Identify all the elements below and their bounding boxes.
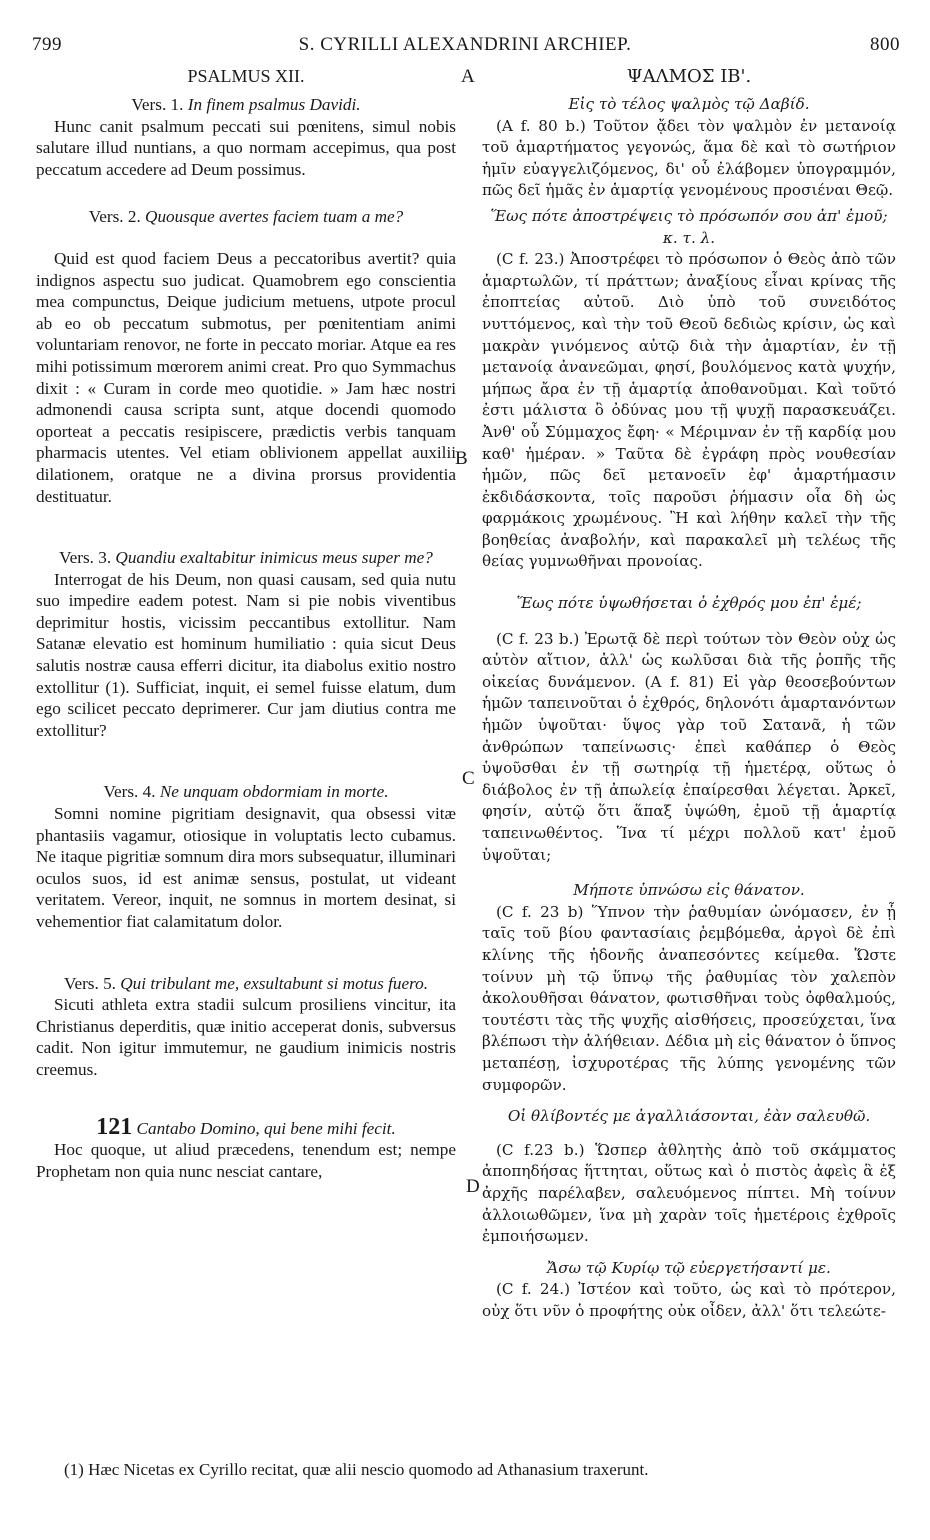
latin-column xyxy=(36,66,456,1182)
page-number-left: 799 xyxy=(32,34,62,55)
greek-verse-heading-6: Ἄσω τῷ Κυρίῳ τῷ εὐεργετήσαντί με. xyxy=(547,1258,831,1277)
greek-psalm-heading: ΨΑΛΜΟΣ ΙΒ'. xyxy=(626,66,752,87)
running-head xyxy=(0,34,930,60)
latin-verse-heading-5 xyxy=(36,973,456,995)
greek-paragraph-5: (C f.23 b.) Ὥσπερ ἀθλητὴς ἀπὸ τοῦ σκάμματος ἀποπηδήσας ἥττηται, οὕτως καὶ ὁ πιστὸς ἀφεὶς ἃ ἐξ ἀρχῆς παρέλαβεν, σαλευόμενος πίπτει. Μὴ τοίνυν ἀλλοιωθῶμεν, ἵνα μὴ χαρὰν τοῖς ἡμετέροις ἐχθροῖς ἐμποιήσωμεν. xyxy=(482,1140,896,1246)
margin-marker-a: A xyxy=(461,66,475,87)
verse-text: Ne unquam obdormiam in morte. xyxy=(159,782,389,802)
greek-column xyxy=(482,66,896,1322)
column-number: 121 xyxy=(96,1113,133,1140)
margin-marker-c: C xyxy=(462,768,475,789)
latin-verse-heading-4 xyxy=(36,781,456,803)
latin-paragraph-4: Somni nomine pigritiam designavit, qua obsessi vitæ phantasiis vagamur, otiosique in voluptatis lecto cubamus. Ne itaque pigritiæ somnum dira mors subsequatur, illuminari oculos suos, id est animæ sensus, postulat, ut videant veritatem. Vereor, inquit, ne somnus in mortem desinat, si vehementior fiat calamitatum dolor. xyxy=(36,804,456,931)
verse-text: In finem psalmus Davidi. xyxy=(187,95,361,114)
footnote: (1) Hæc Nicetas ex Cyrillo recitat, quæ alii nescio quomodo ad Athanasium traxerunt. xyxy=(64,1460,649,1479)
latin-verse-heading-1 xyxy=(36,94,456,116)
verse-text: Qui tribulant me, exsultabunt si motus fuero. xyxy=(120,973,429,993)
latin-paragraph-3: Interrogat de his Deum, non quasi causam, sed quia nutu suo impedire eadem potest. Nam si pie nobis viventibus deprimitur hostis, vicissim peccantibus extollitur. Nam Satanæ elevatio est hominum humiliatio : quia sicut Deus salutis nostræ causa efferri dicitur, ita diabolus exitio nostro extollitur (1). Sufficiat, inquit, ei semel fuisse elatum, dum ego scilicet peccato deprimerer. Cur jam diutius contra me extollitur? xyxy=(36,569,456,740)
greek-verse-heading-4: Μήποτε ὑπνώσω εἰς θάνατον. xyxy=(573,881,805,900)
greek-paragraph-1: (A f. 80 b.) Τοῦτον ᾄδει τὸν ψαλμὸν ἐν μετανοίᾳ τοῦ ἁμαρτήματος γεγονώς, ἅμα δὲ καὶ τὸ σωτήριον ἡμῖν εὐαγγελιζόμενος, δι' οὗ ἐλάβομεν ὑπογραμμόν, πῶς δεῖ ἡμᾶς ἐν ἁμαρτίᾳ γενομένους προσιέναι Θεῷ. xyxy=(482,116,896,200)
greek-verse-heading-2: Ἕως πότε ἀποστρέψεις τὸ πρόσωπόν σου ἀπ' ἐμοῦ; κ. τ. λ. xyxy=(490,206,888,247)
running-title: S. CYRILLI ALEXANDRINI ARCHIEP. xyxy=(298,34,632,55)
greek-verse-heading-5: Οἱ θλίβοντές με ἀγαλλιάσονται, ἐὰν σαλευθῶ. xyxy=(507,1107,871,1126)
page-number-right: 800 xyxy=(870,34,900,55)
verse-text: Quandiu exaltabitur inimicus meus super me? xyxy=(115,548,433,568)
latin-paragraph-6: Hoc quoque, ut aliud præcedens, tenendum est; nempe Prophetam non quia nunc nesciat cantare, xyxy=(36,1140,456,1181)
latin-paragraph-1: Hunc canit psalmum peccati sui pœnitens, simul nobis salutare illud nuntians, a quo normam accepimus, qua post peccatum accedere ad Deum possimus. xyxy=(36,116,456,179)
greek-paragraph-3: (C f. 23 b.) Ἐρωτᾷ δὲ περὶ τούτων τὸν Θεὸν οὐχ ὡς αὐτὸν αἴτιον, ἀλλ' ὡς κωλῦσαι διὰ τῆς ῥοπῆς τῆς οἰκείας δυνάμενον. (A f. 81) Εἰ γὰρ θεοσεβούντων ἡμῶν ταπεινοῦται ὁ ἐχθρός, δηλονότι ἁμαρτανόντων ἡμῶν ὑψοῦται· ὕψος γὰρ τοῦ Σατανᾶ, ἡ τῶν ἀνθρώπων ταπείνωσις· ἐπεὶ καθάπερ ὁ Θεὸς ὑψοῦσθαι ἐν τῇ σωτηρίᾳ τῇ ἡμετέρᾳ, οὕτως ὁ διάβολος ἐν τῇ ἀπωλείᾳ ἐπαίρεσθαι λέγεται. Ἀρκεῖ, φησίν, αὐτῷ ὅτι ἅπαξ ὑψώθη, ἐμοῦ τῇ ἁμαρτίᾳ ταπεινωθέντος. Ἵνα τί μέχρι πολλοῦ κατ' ἐμοῦ ὑψοῦται; xyxy=(482,629,896,864)
verse-number: Vers. 1. xyxy=(131,95,184,114)
greek-paragraph-4: (C f. 23 b) Ὕπνον τὴν ῥαθυμίαν ὠνόμασεν, ἐν ᾗ ταῖς τοῦ βίου φαντασίαις ῥεμβόμεθα, ἀργοὶ δὲ ἐπὶ κλίνης τῆς ἡδονῆς ἀναπεσόντες κείμεθα. Ὥστε τοίνυν μὴ τῷ ὕπνῳ τῆς ῥαθυμίας τὸν χαλεπὸν ἀκολουθῆσαι θάνατον, φωτισθῆναι τοὺς ὀφθαλμούς, τουτέστι τὰς τῆς ψυχῆς αἰσθήσεις, προσεύχεται, ἵνα βλέπωσι τὴν ἀλήθειαν. Δέδια μὴ εἰς θάνατον ὁ ὕπνος μεταπέσῃ, ἰσχυροτέρας τῆς λύπης γενομένης τῶν συμφορῶν. xyxy=(482,902,896,1094)
verse-number: Vers. 3. xyxy=(59,548,112,568)
verse-text: Cantabo Domino, qui bene mihi fecit. xyxy=(136,1118,396,1138)
greek-paragraph-2: (C f. 23.) Ἀποστρέφει τὸ πρόσωπον ὁ Θεὸς ἀπὸ τῶν ἁμαρτωλῶν, τί πράττων; ἀναξίους εἶναι κρίνας τῆς ἐποπτείας αὐτοῦ. Διὸ ὑπὸ τοῦ συνειδότος νυττόμενος, καὶ τὴν τοῦ Θεοῦ δεδιὼς κρίσιν, ὡς καὶ μακρὰν γινόμενος αὐτῷ διὰ τὴν ἁμαρτίαν, ἐν τῇ μετανοίᾳ ἀνανεῶμαι, φησί, βουλόμενος κατὰ ψυχήν, μήπως ἄρα ἐν τῇ ἁμαρτίᾳ ἀποθανοῦμαι. Καὶ τοῦτό ἐστι μάλιστα ὃ ὀδύνας μου τῇ ψυχῇ παρασκευάζει. Ἀνθ' οὗ Σύμμαχος ἔφη· « Μέριμναν ἐν τῇ καρδίᾳ μου καθ' ἡμέραν. » Ταῦτα δὲ ἐγράφη πρὸς νουθεσίαν ἡμῶν, πῶς δεῖ μετανοεῖν ἐφ' ἁμαρτήμασιν ἐκδιδάσκοντα, τοῖς παροῦσι ῥήμασιν οἷα δὴ ὡς φαρμάκοις χρωμένους. Ἢ καὶ λήθην καλεῖ τὴν τῆς βοηθείας ἀναβολήν, καὶ παρακαλεῖ μὴ τελέως τῆς θείας γυμνωθῆναι προνοίας. xyxy=(482,250,896,571)
greek-verse-heading-1: Εἰς τὸ τέλος ψαλμὸς τῷ Δαβίδ. xyxy=(568,95,810,113)
verse-number: Vers. 5. xyxy=(63,973,116,993)
latin-paragraph-5: Sicuti athleta extra stadii sulcum prosiliens vincitur, ita Christianus deperditis, quæ initio acceperat donis, subversus cadit. Non igitur immutemur, ne gaudium inimicis nostris creemus. xyxy=(36,995,456,1079)
latin-verse-heading-2 xyxy=(36,206,456,228)
latin-verse-heading-3 xyxy=(36,547,456,569)
latin-psalm-heading: PSALMUS XII. xyxy=(187,66,305,86)
greek-verse-heading-3: Ἕως πότε ὑψωθήσεται ὁ ἐχθρός μου ἐπ' ἐμέ; xyxy=(516,594,862,613)
margin-marker-b: B xyxy=(455,448,468,469)
verse-number: Vers. 2. xyxy=(88,207,141,227)
greek-paragraph-6: (C f. 24.) Ἰστέον καὶ τοῦτο, ὡς καὶ τὸ πρότερον, οὐχ ὅτι νῦν ὁ προφήτης οὐκ οἶδεν, ἀλλ' ὅτι τελεώτε- xyxy=(482,1280,896,1320)
verse-text: Quousque avertes faciem tuam a me? xyxy=(145,207,404,227)
latin-verse-heading-6 xyxy=(36,1113,456,1140)
verse-number: Vers. 4. xyxy=(103,782,156,802)
margin-marker-d: D xyxy=(466,1176,480,1197)
latin-paragraph-2: Quid est quod faciem Deus a peccatoribus avertit? quia indignos aspectu suo judicat. Quamobrem ego conscientia mea compunctus, Deique judicium metuens, utpote procul ab eo ob peccatum submotus, per pœnitentiam animi voluntariam renovor, ne forte in peccato moriar. Atque ea res mihi potissimum mœrorem animi creat. Pro quo Symmachus dixit : « Curam in corde meo quotidie. » Jam hæc nostri admonendi causa scripta sunt, atque docendi quomodo oporteat a peccatis resipiscere, prædictis verbis tanquam pharmacis utentes. Vel etiam oblivionem appellat auxilii dilationem, oratque ne a divina prorsus providentia destituatur. xyxy=(36,248,456,506)
